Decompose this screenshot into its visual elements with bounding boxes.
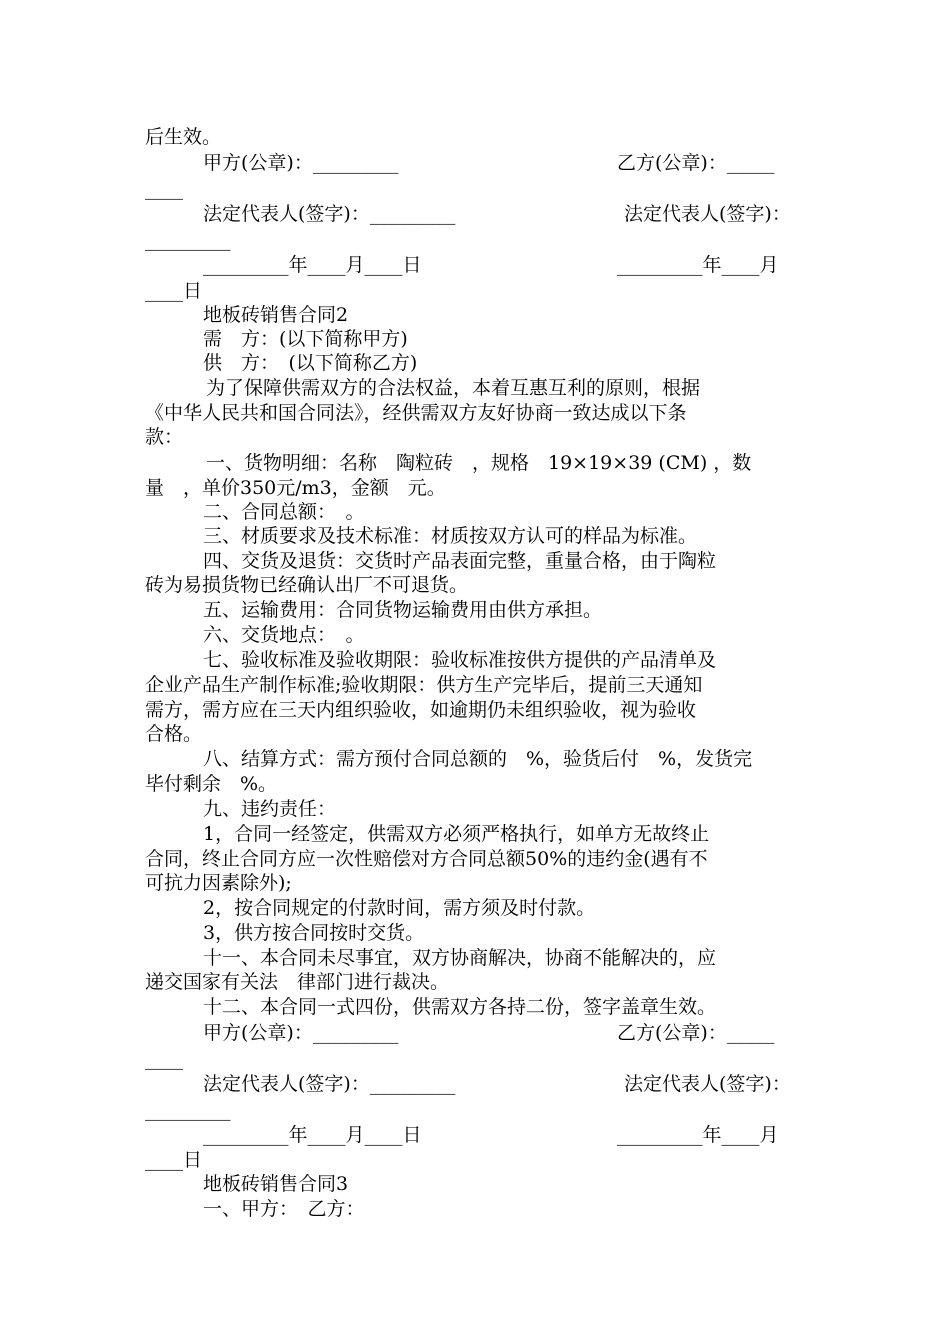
text-line: 后生效。	[145, 126, 222, 148]
text-line: 为了保障供需双方的合法权益，本着互惠互利的原则，根据	[206, 377, 701, 399]
party-a-representative: 法定代表人(签字)：_________	[203, 1073, 456, 1095]
text-line: _________	[145, 229, 231, 251]
party-a-seal: 甲方(公章)：_________	[203, 152, 399, 174]
text-line: 《中华人民共和国合同法》，经供需双方友好协商一致达成以下条	[145, 402, 687, 424]
text-line: 2，按合同规定的付款时间，需方须及时付款。	[203, 897, 596, 919]
text-line: ____日	[145, 1149, 203, 1171]
party-b-representative: 法定代表人(签字)：	[624, 1073, 791, 1095]
party-b-representative: 法定代表人(签字)：	[624, 203, 791, 225]
text-line: 量 ，单价350元/m3，金额 元。	[145, 477, 446, 499]
text-line: 九、违约责任：	[203, 798, 337, 820]
text-line: 1，合同一经签定，供需双方必须严格执行，如单方无故终止	[203, 823, 710, 845]
text-line: ____	[145, 178, 183, 200]
party-b-seal: 乙方(公章)：_____	[617, 152, 775, 174]
contract-title: 地板砖销售合同3	[203, 1173, 349, 1195]
party-b-seal: 乙方(公章)：_____	[617, 1022, 775, 1044]
text-line: 二、合同总额： 。	[203, 501, 365, 523]
text-line: 一、甲方： 乙方：	[203, 1198, 365, 1220]
party-b-date: _________年____月	[617, 254, 779, 276]
text-line: 四、交货及退货：交货时产品表面完整，重量合格，由于陶粒	[203, 550, 717, 572]
text-line: 十一、本合同未尽事宜，双方协商解决，协商不能解决的，应	[203, 947, 717, 969]
text-line: 需方，需方应在三天内组织验收，如逾期仍未组织验收，视为验收	[145, 699, 697, 721]
party-b-date: _________年____月	[617, 1124, 779, 1146]
text-line: 五、运输费用：合同货物运输费用由供方承担。	[203, 599, 603, 621]
text-line: 十二、本合同一式四份，供需双方各持二份，签字盖章生效。	[203, 996, 717, 1018]
text-line: 三、材质要求及技术标准：材质按双方认可的样品为标准。	[203, 525, 698, 547]
text-line: 合格。	[145, 723, 203, 745]
text-line: ____	[145, 1048, 183, 1070]
text-line: 3，供方按合同按时交货。	[203, 922, 425, 944]
text-line: 毕付剩余 %。	[145, 773, 278, 795]
text-line: 合同，终止合同方应一次性赔偿对方合同总额50%的违约金(遇有不	[145, 848, 708, 870]
party-a-seal: 甲方(公章)：_________	[203, 1022, 399, 1044]
text-line: 款：	[145, 426, 184, 448]
contract-title: 地板砖销售合同2	[203, 304, 349, 326]
text-line: _________	[145, 1099, 231, 1121]
text-line: 供 方： (以下简称乙方)	[203, 352, 418, 374]
text-line: 砖为易损货物已经确认出厂不可退货。	[145, 574, 469, 596]
text-line: 一、货物明细：名称 陶粒砖 ，规格 19×19×39 (CM) ，数	[206, 452, 752, 474]
party-a-date: _________年____月____日	[203, 1124, 422, 1146]
text-line: 七、验收标准及验收期限：验收标准按供方提供的产品清单及	[203, 649, 717, 671]
text-line: 八、结算方式：需方预付合同总额的 %，验货后付 %，发货完	[203, 748, 753, 770]
text-line: 递交国家有关法 律部门进行裁决。	[145, 971, 450, 993]
text-line: 企业产品生产制作标准;验收期限：供方生产完毕后，提前三天通知	[145, 674, 703, 696]
party-a-date: _________年____月____日	[203, 254, 422, 276]
text-line: 可抗力因素除外);	[145, 872, 292, 894]
text-line: 六、交货地点： 。	[203, 624, 365, 646]
text-line: 需 方：(以下简称甲方)	[203, 328, 408, 350]
text-line: ____日	[145, 280, 203, 302]
party-a-representative: 法定代表人(签字)：_________	[203, 203, 456, 225]
